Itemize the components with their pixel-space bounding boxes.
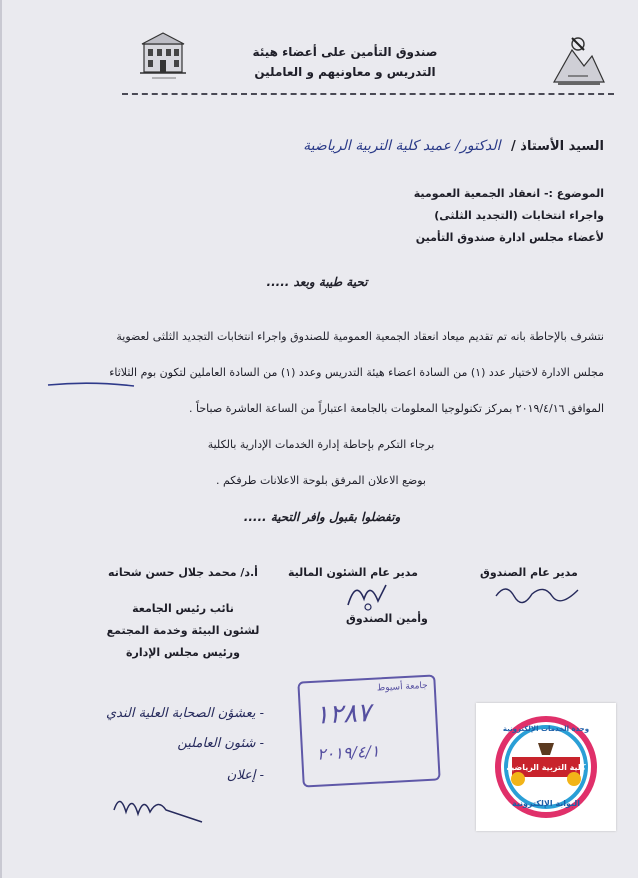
- handwritten-note: - شئون العاملين: [177, 736, 264, 751]
- signature-treasurer: وأمين الصندوق: [346, 612, 428, 625]
- closing-line: وتفضلوا بقبول وافر التحية .....: [243, 510, 401, 524]
- request-line: برجاء التكرم بإحاطة إدارة الخدمات الإدارية بالكلية: [207, 438, 435, 451]
- signature-president: أ.د/ محمد جلال حسن شحاته نائب رئيس الجامعة لشئون البيئة وخدمة المجتمع ورئيس مجلس الإدارة: [106, 566, 260, 659]
- body-paragraph-line: الموافق ٢٠١٩/٤/١٦ بمركز تكنولوجيا المعلومات بالجامعة اعتباراً من الساعة العاشرة صباحاً .: [189, 402, 604, 415]
- e-services-badge: وحدة الخدمات الإلكترونية كلية التربية الرياضية البوابة الإلكترونية: [476, 703, 616, 831]
- body-paragraph-line: مجلس الادارة لاختيار عدد (١) من السادة اعضاء هيئة التدريس وعدد (١) من السادة العاملين لتكون بوم الثلاثاء: [109, 366, 604, 379]
- handwritten-underline: [46, 380, 136, 390]
- university-building-logo: [138, 30, 188, 82]
- signature-fund-manager: مدير عام الصندوق: [480, 566, 578, 579]
- organization-title: صندوق التأمين على أعضاء هيئة التدريس و معاونيهم و العاملين: [252, 45, 438, 79]
- fund-emblem-logo: [548, 32, 608, 88]
- header-divider: [122, 93, 614, 95]
- handwritten-note: - يعشؤن الصحابة العلية الندي: [106, 706, 264, 721]
- signature-finance-manager: مدير عام الشئون المالية: [288, 566, 418, 579]
- addressee-label: السيد الأستاذ /: [511, 139, 604, 154]
- incoming-stamp: جامعة أسيوط ١٢٨٧ ٢٠١٩/٤/١: [297, 674, 440, 787]
- subject-block: [414, 183, 604, 249]
- greeting: تحية طيبة وبعد .....: [266, 275, 368, 289]
- body-paragraph-line: نتشرف بالإحاطة بانه تم تقديم ميعاد انعقاد الجمعية العمومية للصندوق واجراء انتخابات التجديد الثلثى لعضوية: [116, 330, 604, 343]
- handwritten-note: - إعلان: [226, 768, 264, 783]
- subject-line: الموضوع :- انعقاد الجمعية العمومية: [413, 187, 604, 200]
- handwritten-signature: [492, 578, 582, 604]
- subject-line: لأعضاء مجلس ادارة صندوق التأمين: [415, 231, 604, 244]
- handwritten-signature: [110, 788, 210, 828]
- handwritten-addressee: الدكتور/ عميد كلية التربية الرياضية: [303, 138, 501, 154]
- addressee-line: [303, 138, 604, 154]
- request-line: بوضع الاعلان المرفق بلوحة الاعلانات طرفكم .: [215, 474, 426, 487]
- subject-line: واجراء انتخابات (التجديد الثلثى): [434, 209, 604, 222]
